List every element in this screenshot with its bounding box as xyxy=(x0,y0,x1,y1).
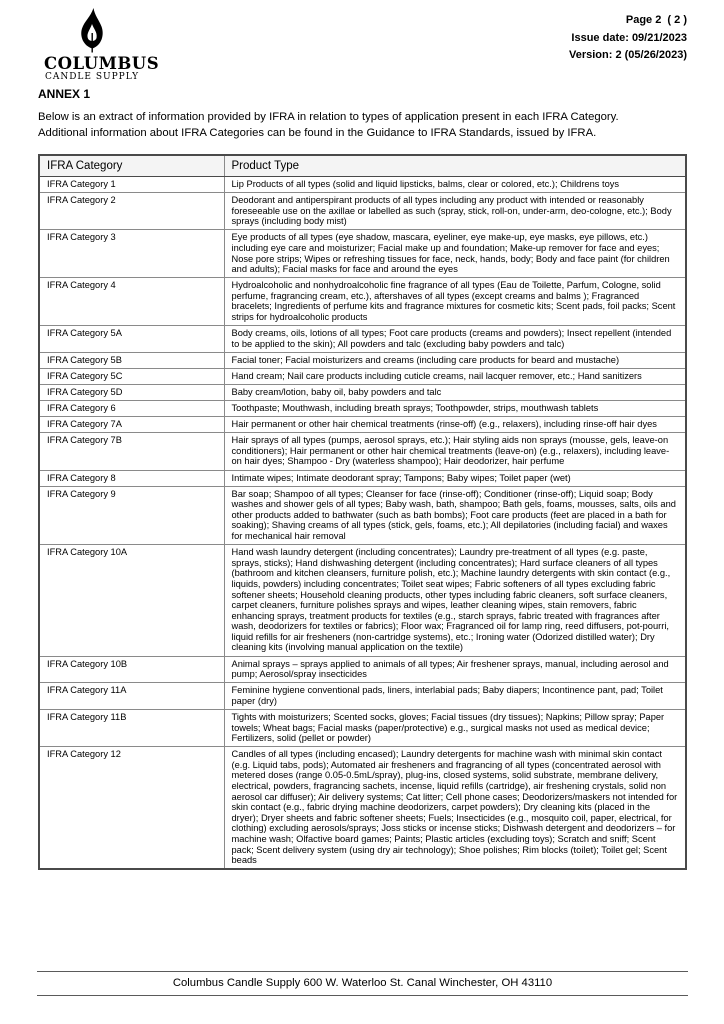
product-type-cell: Deodorant and antiperspirant products of all types including any product with intended or reasonably foreseeable use on the axillae or labelled as such (spray, stick, roll-on, under-arm, deo-cologne, etc.); Body sprays (including body mist) xyxy=(224,193,686,230)
intro-line-1: Below is an extract of information provided by IFRA in relation to types of application present in each IFRA Category. xyxy=(38,111,619,123)
product-type-cell: Body creams, oils, lotions of all types; Foot care products (creams and powders); Insect repellent (intended to be applied to the skin); All powders and talc (excluding baby powders and talc) xyxy=(224,326,686,353)
category-cell: IFRA Category 2 xyxy=(39,193,224,230)
issue-date: Issue date: 09/21/2023 xyxy=(571,31,687,44)
category-cell: IFRA Category 5A xyxy=(39,326,224,353)
column-header-ifra-category: IFRA Category xyxy=(39,155,224,177)
ifra-category-table xyxy=(38,154,687,870)
logo-name: COLUMBUS xyxy=(44,54,160,73)
product-type-cell: Hair sprays of all types (pumps, aerosol sprays, etc.); Hair styling aids non sprays (mousse, gels, leave-on conditioners); Hair permanent or other hair chemical treatments (leave-on) (e.g., relaxers), including leave-on hair dyes; Shampoo - Dry (waterless shampoo); Hair deodorizer, hair perfume xyxy=(224,433,686,470)
table-row xyxy=(39,486,686,544)
intro-paragraph xyxy=(38,110,619,141)
table-row xyxy=(39,352,686,368)
table-row xyxy=(39,230,686,278)
table-row xyxy=(39,401,686,417)
table-row xyxy=(39,177,686,193)
annex-title: ANNEX 1 xyxy=(38,87,91,101)
table-row xyxy=(39,326,686,353)
product-type-cell: Intimate wipes; Intimate deodorant spray; Tampons; Baby wipes; Toilet paper (wet) xyxy=(224,470,686,486)
product-type-cell: Hand wash laundry detergent (including concentrates); Laundry pre-treatment of all types (e.g. paste, sprays, sticks); Hand dishwashing detergent (including concentrates); Hard surface cleaners of all types (bathroom and kitchen cleansers, furniture polish, etc.); Machine laundry detergents with skin contact (e.g., liquids, powders) including concentrates; Toilet seat wipes; Fabric softeners of all types excluding fabric softener sheets; Household cleaning products, other types including fabric cleaners, soft surface cleaners, carpet cleaners, furniture polishes sprays and wipes, leather cleaning wipes, stain removers, fabric enhancing sprays, treatment products for textiles (e.g., starch sprays, fabric treated with fragrances after wash, deodorizers for textiles or fabrics); Floor wax; Fragranced oil for lamp ring, reed diffusers, pot-pourri, liquid refills for air fresheners (non-cartridge systems), etc.; Ironing water (Odorized distilled water); Dry cleaning kits (involving manual application on the textile) xyxy=(224,545,686,656)
product-type-cell: Baby cream/lotion, baby oil, baby powders and talc xyxy=(224,385,686,401)
table-row xyxy=(39,278,686,326)
category-cell: IFRA Category 12 xyxy=(39,747,224,870)
logo-subname: CANDLE SUPPLY xyxy=(44,72,140,82)
table-row xyxy=(39,683,686,710)
product-type-cell: Animal sprays – sprays applied to animals of all types; Air freshener sprays, manual, including aerosol and pump; Aerosol/spray insecticides xyxy=(224,656,686,683)
footer xyxy=(37,971,688,996)
product-type-cell: Toothpaste; Mouthwash, including breath sprays; Toothpowder, strips, mouthwash tablets xyxy=(224,401,686,417)
category-cell: IFRA Category 9 xyxy=(39,486,224,544)
category-cell: IFRA Category 6 xyxy=(39,401,224,417)
category-cell: IFRA Category 8 xyxy=(39,470,224,486)
product-type-cell: Bar soap; Shampoo of all types; Cleanser for face (rinse-off); Conditioner (rinse-off); Liquid soap; Body washes and shower gels of all types; Baby wash, bath, shampoo; Bath gels, foams, mousses, salts, oils and other products added to bathwater (such as bath bombs); Foot care products (feet are placed in a bath for soaking); Shaving creams of all types (stick, gels, foams, etc.); All depilatories (including facial) and waxes for mechanical hair removal xyxy=(224,486,686,544)
version: Version: 2 (05/26/2023) xyxy=(568,49,687,61)
column-header-product-type: Product Type xyxy=(224,155,686,177)
product-type-cell: Tights with moisturizers; Scented socks, gloves; Facial tissues (dry tissues); Napkins; Pillow spray; Paper towels; Wheat bags; Facial masks (paper/protective) e.g., surgical masks not used as medical device; Fertilizers, solid (pellet or powder) xyxy=(224,709,686,746)
category-cell: IFRA Category 4 xyxy=(39,278,224,326)
category-cell: IFRA Category 5D xyxy=(39,385,224,401)
table-header-row xyxy=(39,155,686,177)
category-cell: IFRA Category 7B xyxy=(39,433,224,470)
table-row xyxy=(39,470,686,486)
product-type-cell: Candles of all types (including encased); Laundry detergents for machine wash with minimal skin contact (e.g. Liquid tabs, pods); Automated air fresheners and fragrancing of all types (concentrated aerosol with metered doses (range 0.05-0.5mL/spray), plug-ins, closed systems, solid substrate, membrane delivery, electrical, powders, fragrancing sachets, incense, liquid refills (cartridge), air freshening crystals, solid non aerosol car diffuser); Air delivery systems; Cat litter; Cell phone cases; Deodorizers/maskers not intended for skin contact (e.g., fabric drying machine deodorizers, carpet powders); Dry cleaning kits (placed in the dryer); Dryer sheets and fabric softener sheets; Fuels; Insecticides (e.g., mosquito coil, paper, electrical, for clothing) excluding aerosols/sprays; Joss sticks or incense sticks; Dishwash detergent and deodorizers – for machine wash; Olfactive board games; Paints; Plastic articles (excluding toys); Scratch and sniff; Scent pack; Scent delivery system (using dry air technology); Shoe polishes; Rim blocks (toilet); Toilet gel; Scent beads xyxy=(224,747,686,870)
footer-address: Columbus Candle Supply 600 W. Waterloo St. Canal Winchester, OH 43110 xyxy=(172,977,553,989)
category-cell: IFRA Category 5B xyxy=(39,352,224,368)
table-row xyxy=(39,368,686,384)
table-row xyxy=(39,747,686,870)
category-cell: IFRA Category 3 xyxy=(39,230,224,278)
table-row xyxy=(39,709,686,746)
product-type-cell: Lip Products of all types (solid and liquid lipsticks, balms, clear or colored, etc.); Childrens toys xyxy=(224,177,686,193)
category-cell: IFRA Category 5C xyxy=(39,368,224,384)
page-number: Page 2 ( 2 ) xyxy=(625,14,687,26)
product-type-cell: Facial toner; Facial moisturizers and creams (including care products for beard and mustache) xyxy=(224,352,686,368)
product-type-cell: Hair permanent or other hair chemical treatments (rinse-off) (e.g., relaxers), including rinse-off hair dyes xyxy=(224,417,686,433)
category-cell: IFRA Category 1 xyxy=(39,177,224,193)
table-row xyxy=(39,417,686,433)
page-meta xyxy=(569,12,687,65)
product-type-cell: Hand cream; Nail care products including cuticle creams, nail lacquer remover, etc.; Hand sanitizers xyxy=(224,368,686,384)
category-cell: IFRA Category 11A xyxy=(39,683,224,710)
table-row xyxy=(39,545,686,656)
company-logo xyxy=(44,8,160,83)
table-row xyxy=(39,656,686,683)
category-cell: IFRA Category 11B xyxy=(39,709,224,746)
product-type-cell: Eye products of all types (eye shadow, mascara, eyeliner, eye make-up, eye masks, eye pillows, etc.) including eye care and moisturizer; Facial make up and foundation; Make-up remover for face and eyes; Nose pore strips; Wipes or refreshing tissues for face, neck, hands, body; Body and face paint (for children and adults); Facial masks for face and around the eyes xyxy=(224,230,686,278)
product-type-cell: Hydroalcoholic and nonhydroalcoholic fine fragrance of all types (Eau de Toilette, Parfum, Cologne, solid perfume, fragrancing cream, etc.), aftershaves of all types (except creams and balms ); Fragranced bracelets; Ingredients of perfume kits and fragrance mixtures for cosmetic kits; Scent pads, foil packs; Scent strips for hydroalcoholic products xyxy=(224,278,686,326)
category-cell: IFRA Category 10B xyxy=(39,656,224,683)
category-cell: IFRA Category 10A xyxy=(39,545,224,656)
table-row xyxy=(39,433,686,470)
table-row xyxy=(39,193,686,230)
intro-line-2: Additional information about IFRA Categories can be found in the Guidance to IFRA Standards, issued by IFRA. xyxy=(38,126,597,139)
table-row xyxy=(39,385,686,401)
flame-icon xyxy=(72,8,112,54)
category-cell: IFRA Category 7A xyxy=(39,417,224,433)
product-type-cell: Feminine hygiene conventional pads, liners, interlabial pads; Baby diapers; Incontinence pant, pad; Toilet paper (dry) xyxy=(224,683,686,710)
